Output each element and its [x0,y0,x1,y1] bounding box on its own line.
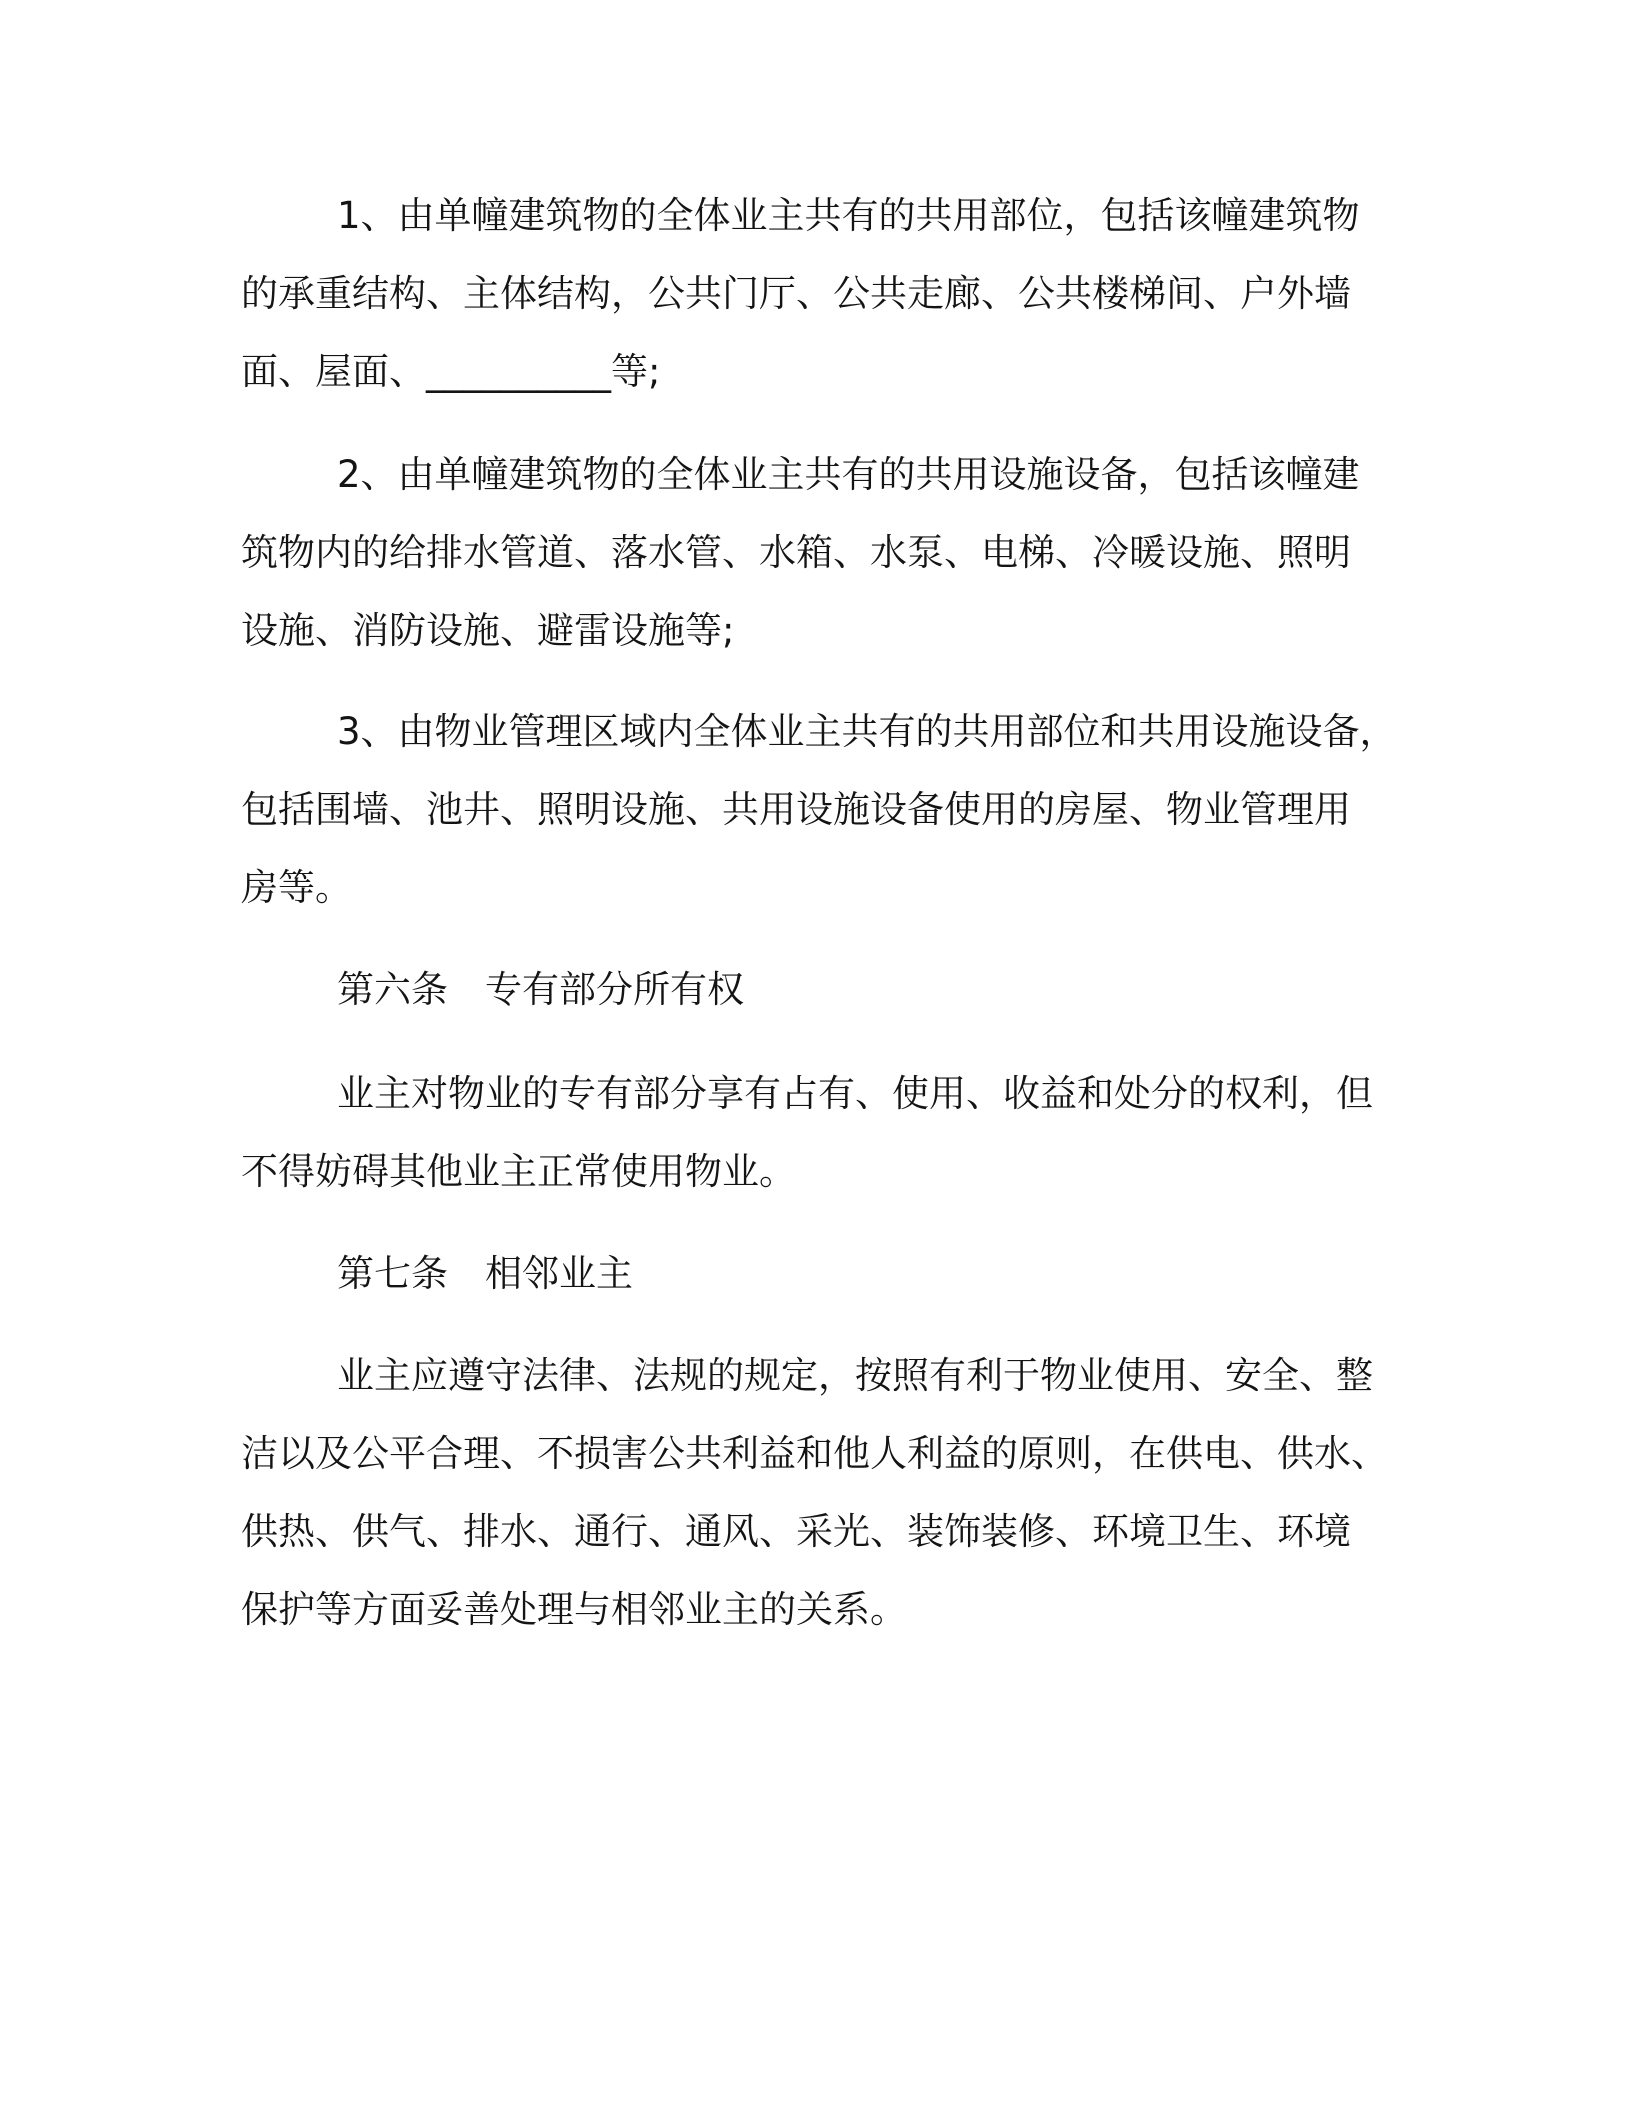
text-line: 洁以及公平合理、不损害公共利益和他人利益的原则，在供电、供水、 [241,1432,1388,1475]
text-line: 面、屋面、__________等; [241,350,661,393]
paragraph-common-parts-area [241,693,1397,927]
text-line: 房等。 [241,866,352,909]
text-line: 2、由单幢建筑物的全体业主共有的共用设施设备，包括该幢建 [337,453,1360,496]
text-line: 1、由单幢建筑物的全体业主共有的共用部位，包括该幢建筑物 [337,194,1360,237]
text-line: 供热、供气、排水、通行、通风、采光、装饰装修、环境卫生、环境 [241,1510,1351,1553]
text-line: 设施、消防设施、避雷设施等; [241,609,735,652]
paragraph-common-facilities-building [241,436,1393,670]
text-line: 保护等方面妥善处理与相邻业主的关系。 [241,1588,907,1631]
text-line: 业主对物业的专有部分享有占有、使用、收益和处分的权利，但 [337,1072,1373,1115]
paragraph-common-parts-building [241,177,1393,411]
text-line: 3、由物业管理区域内全体业主共有的共用部位和共用设施设备， [337,710,1397,753]
text-line: 不得妨碍其他业主正常使用物业。 [241,1150,796,1193]
text-line: 的承重结构、主体结构，公共门厅、公共走廊、公共楼梯间、户外墙 [241,272,1351,315]
text-line: 包括围墙、池井、照明设施、共用设施设备使用的房屋、物业管理用 [241,788,1351,831]
text-line: 筑物内的给排水管道、落水管、水箱、水泵、电梯、冷暖设施、照明 [241,531,1351,574]
paragraph-exclusive-ownership [241,1055,1393,1211]
text-line: 业主应遵守法律、法规的规定，按照有利于物业使用、安全、整 [337,1354,1373,1397]
article-7-heading: 第七条 相邻业主 [337,1252,633,1295]
paragraph-neighboring-owners [241,1337,1393,1649]
article-6-heading: 第六条 专有部分所有权 [337,968,744,1011]
